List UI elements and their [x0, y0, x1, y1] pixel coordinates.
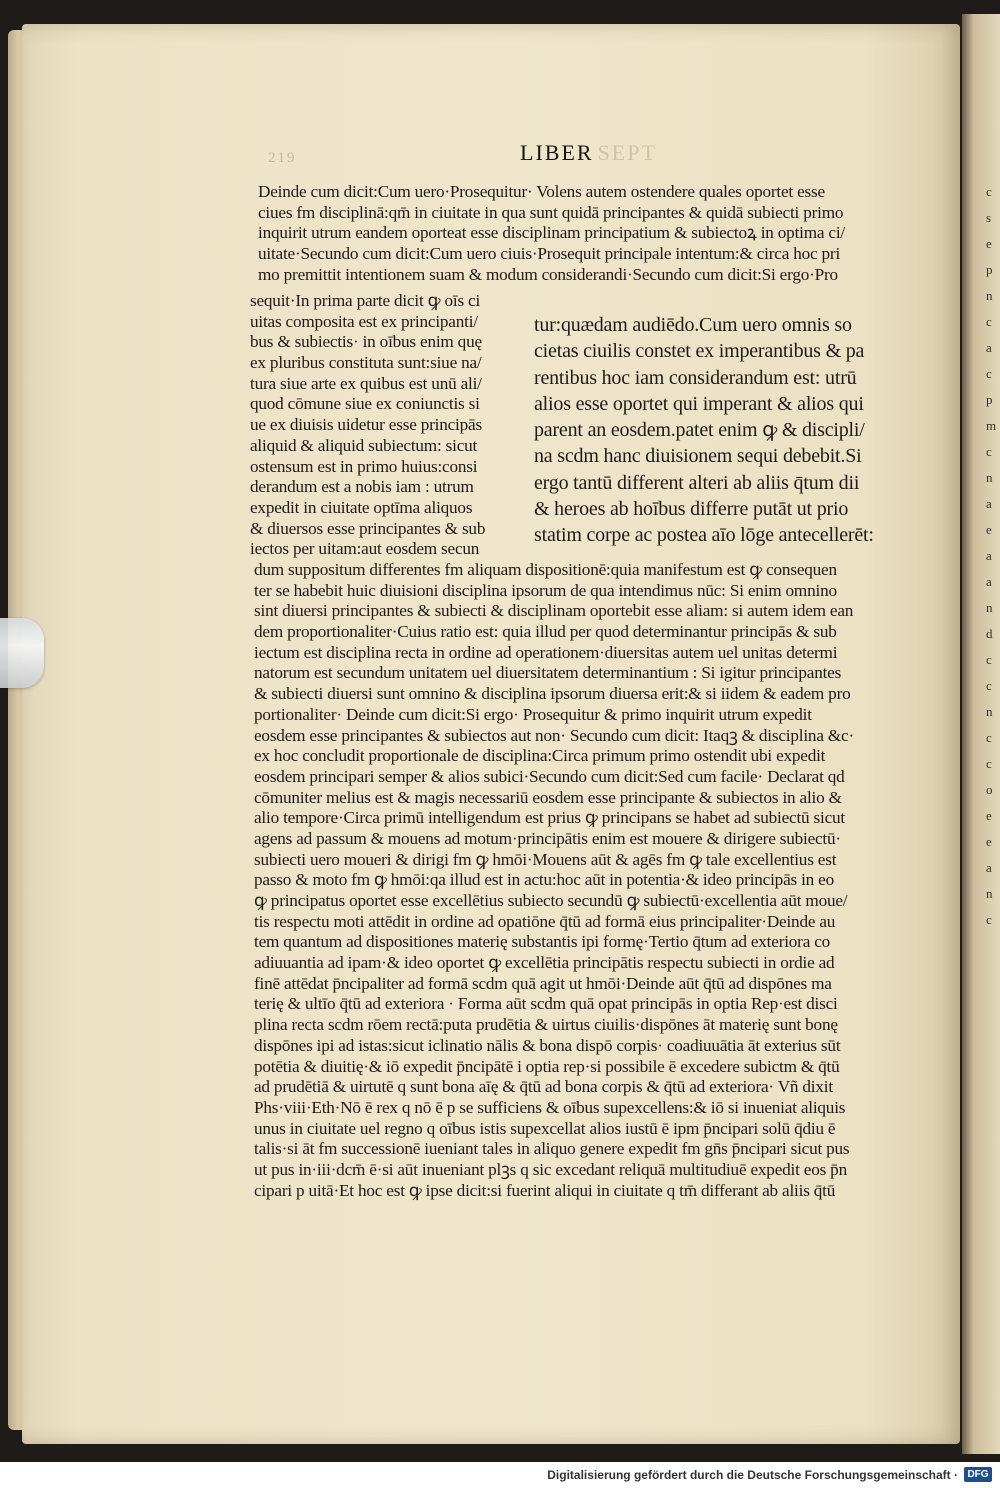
commentary-bottom-block: [254, 560, 854, 1201]
text-line: tis respectu moti attēdit in ordine ad opatiōne q̄tū ad formā eius principaliter·Deinde au: [254, 911, 836, 931]
text-line: ex hoc concludit proportionale de disciplina:Circa primum primo ostendit ubi expedit: [254, 746, 826, 766]
text-line: ad prudētiā & uirtutē q sunt bona aīę & q̄tū ad bona corpis & q̄tū ad exteriora· Vñ dixit: [254, 1077, 833, 1097]
text-line: tur:quædam audiēdo.Cum uero omnis so: [534, 314, 852, 336]
running-head-text: LIBER: [520, 140, 594, 165]
text-line: talis·si āt fm successionē iueniant tales in aliquo genere expedit fm gn̄s p̄ncipari sicut pus: [254, 1139, 850, 1159]
facing-page-letter: a: [986, 860, 992, 875]
facing-page-letter: s: [986, 210, 992, 225]
facing-page-letter: n: [986, 704, 993, 719]
facing-page-letter: c: [986, 652, 992, 667]
facing-page-edge: [962, 14, 1000, 1454]
text-line: adiuuantia ad ipam·& ideo oportet ꝙ excellētia principātis respectu subiecti in ordie ad: [254, 953, 835, 973]
text-line: eosdem principari semper & alios subici·Secundo cum dicit:Sed cum facile· Declarat qd: [254, 766, 845, 786]
footer-bar: [0, 1462, 1000, 1488]
text-line: ter se habebit huic diuisioni disciplina ipsorum de qua intendimus nūc: Si enim omnino: [254, 580, 837, 600]
dfg-logo: DFG: [964, 1467, 992, 1482]
text-line: ergo tantū different alteri ab aliis q̄tum dii: [534, 471, 860, 494]
facing-page-letter: c: [986, 314, 992, 329]
text-line: plina recta scdm rōem rectā:puta prudētia & uirtus ciuilis·dispōnes āt materię sunt bonę: [254, 1015, 838, 1035]
facing-page-letter: c: [986, 444, 992, 459]
text-line: aliquid & aliquid subiectum: sicut: [250, 435, 478, 455]
text-line: portionaliter· Deinde cum dicit:Si ergo· Prosequitur & primo inquirit utrum expedit: [254, 704, 812, 724]
text-line: alio tempore·Circa primū intelligendum est prius ꝙ principans se habet ad subiectū sicut: [254, 808, 845, 828]
facing-page-letter: a: [986, 548, 992, 563]
text-line: finē attēdat p̄ncipaliter ad formā scdm quā agit ut hmōi·Deinde aūt q̄tū ad dispōnes ma: [254, 973, 832, 993]
running-head: [520, 140, 657, 166]
text-line: inquirit utrum eandem oporteat esse disciplinam principatium & subiectoꝝ in optima ci/: [258, 223, 846, 243]
text-line: ciues fm disciplinā:qm̄ in ciuitate in qua sunt quidā principantes & quidā subiecti primo: [258, 202, 844, 222]
text-line: cietas ciuilis constet ex imperantibus & pa: [534, 340, 865, 363]
folio-number: 219: [268, 150, 297, 166]
text-line: dispōnes ipi ad istas:sicut iclinatio nālis & bona dispō corpis· coadiuuātia āt exterius sūt: [254, 1035, 841, 1055]
text-line: Phs·viii·Eth·Nō ē rex q nō ē p se sufficiens & oībus supexcellens:& iō si inueniat aliquis: [254, 1097, 846, 1117]
text-line: derandum est a nobis iam : utrum: [250, 477, 474, 497]
funding-credit: Digitalisierung gefördert durch die Deutsche Forschungsgemeinschaft ·: [547, 1468, 958, 1482]
facing-page-letter: e: [986, 522, 992, 537]
text-line: sint diuersi principantes & subiecti & disciplinam oportebit esse aliam: si autem idem ean: [254, 601, 854, 621]
text-line: terię & ultīo q̄tū ad exteriora · Forma aūt scdm quā opat principās in optia Rep·est disci: [254, 994, 838, 1014]
text-line: ex pluribus constituta sunt:siue na/: [250, 353, 482, 373]
page-clip: [0, 618, 44, 688]
facing-page-letter: c: [986, 730, 992, 745]
text-line: quod cōmune siue ex coniunctis si: [250, 394, 480, 414]
facing-page-letter: n: [986, 470, 993, 485]
text-line: iectum est disciplina recta in ordine ad operationem·diuersitas autem uel unitas determi: [254, 642, 838, 662]
text-line: eosdem esse principantes & subiectos aut non· Secundo cum dicit: Itaqꝫ & disciplina &c·: [254, 725, 854, 745]
text-line: uitas composita est ex principanti/: [250, 311, 478, 331]
facing-page-letter: d: [986, 626, 993, 641]
text-line: unus in ciuitate uel regno q oībus istis supexcellat alios iustū ē ipm p̄ncipari solū q̄diu ē: [254, 1118, 836, 1138]
text-line: tura siue arte ex quibus est unū ali/: [250, 373, 482, 393]
facing-page-letter: n: [986, 886, 993, 901]
facing-page-letter: c: [986, 366, 992, 381]
facing-page-letter: c: [986, 678, 992, 693]
text-line: & diuersos esse principantes & sub: [250, 518, 486, 538]
facing-page-letter: c: [986, 184, 992, 199]
facing-page-letter: n: [986, 288, 993, 303]
text-line: ut pus in·iii·dcm̄ ē·si aūt inueniant plꝫs q sic excedant reliquā multitudiuē expedit eos p̄n: [254, 1159, 847, 1179]
facing-page-letter: e: [986, 834, 992, 849]
text-line: tem quantum ad dispositiones materię substantis ipi formę·Tertio q̄tum ad exteriora co: [254, 932, 831, 952]
text-line: mo premittit intentionem suam & modum considerandi·Secundo cum dicit:Si ergo·Pro: [258, 264, 838, 284]
commentary-left-column: [250, 291, 485, 560]
commentary-top-block: [258, 182, 845, 285]
text-line: parent an eosdem.patet enim ꝙ & discipli/: [534, 419, 865, 442]
facing-page-letter: e: [986, 236, 992, 251]
text-line: natorum est secundum unitatem uel diuersitatem determinantium : Si igitur principantes: [254, 663, 842, 683]
text-line: agens ad passum & mouens ad motum·principātis enim est mouere & dirigere subiectū·: [254, 828, 841, 848]
facing-page-letter: c: [986, 756, 992, 771]
text-line: rentibus hoc iam considerandum est: utrū: [534, 366, 857, 389]
text-line: potētia & diuitię·& iō expedit p̄ncipātē i optia rep·si possibile ē excedere subictm & q̄tū: [254, 1056, 840, 1076]
text-line: ostensum est in primo huius:consi: [250, 456, 478, 476]
text-line: uitate·Secundo cum dicit:Cum uero ciuis·Prosequit principale intentum:& circa hoc pri: [258, 244, 841, 264]
text-line: dem proportionaliter·Cuius ratio est: quia illud per quod determinantur principās & sub: [254, 622, 837, 642]
text-line: expedit in ciuitate optīma aliquos: [250, 497, 473, 517]
text-line: cōmuniter melius est & magis necessariū eosdem esse principante & subiectos in alio &: [254, 787, 842, 807]
facing-page-letter: o: [986, 782, 993, 797]
text-line: & subiecti diuersi sunt omnino & disciplina ipsorum diuersa erit:& si iidem & eadem pro: [254, 684, 851, 704]
aristotle-text-column: [534, 312, 874, 549]
facing-page-letter: p: [986, 262, 993, 277]
text-line: subiecti uero moueri & dirigi fm ꝙ hmōi·Mouens aūt & agēs fm ꝙ tale excellentius est: [254, 849, 837, 869]
text-line: na scdm hanc diuisionem sequi debebit.Si: [534, 445, 862, 468]
facing-page-letter: a: [986, 574, 992, 589]
facing-page-letter: p: [986, 392, 993, 407]
facing-page-letter: c: [986, 912, 992, 927]
text-line: Deinde cum dicit:Cum uero·Prosequitur· Volens autem ostendere quales oportet esse: [258, 182, 825, 201]
running-head-showthrough: SEPT: [597, 140, 657, 165]
facing-page-letter: a: [986, 496, 992, 511]
text-line: ꝙ principatus oportet esse excellētius subiecto secundū ꝙ subiectū·excellentia aūt moue/: [254, 891, 848, 910]
facing-page-letter: n: [986, 600, 993, 615]
text-line: & heroes ab hoībus differre putāt ut prio: [534, 498, 849, 521]
text-line: dum suppositum differentes fm aliquam dispositionē:quia manifestum est ꝙ consequen: [254, 560, 837, 579]
text-line: ue ex diuisis uidetur esse principās: [250, 415, 482, 435]
text-line: sequit·In prima parte dicit ꝙ oīs ci: [250, 291, 481, 310]
facing-page-letter: e: [986, 808, 992, 823]
facing-page-letter: a: [986, 340, 992, 355]
text-line: cipari p uitā·Et hoc est ꝙ ipse dicit:si fuerint aliqui in ciuitate q tm̄ differant ab aliis q̄tū: [254, 1180, 836, 1200]
text-line: passo & moto fm ꝙ hmōi:qa illud est in actu:hoc aūt in potentia·& ideo principās in eo: [254, 870, 834, 890]
text-line: bus & subiectis· in oībus enim quę: [250, 332, 482, 352]
text-line: statim corpe ac postea aīo lōge antecellerēt:: [534, 524, 874, 547]
facing-page-letter: m: [986, 418, 997, 433]
text-line: alios esse oportet qui imperant & alios qui: [534, 392, 864, 415]
text-line: iectos per uitam:aut eosdem secun: [250, 539, 480, 559]
